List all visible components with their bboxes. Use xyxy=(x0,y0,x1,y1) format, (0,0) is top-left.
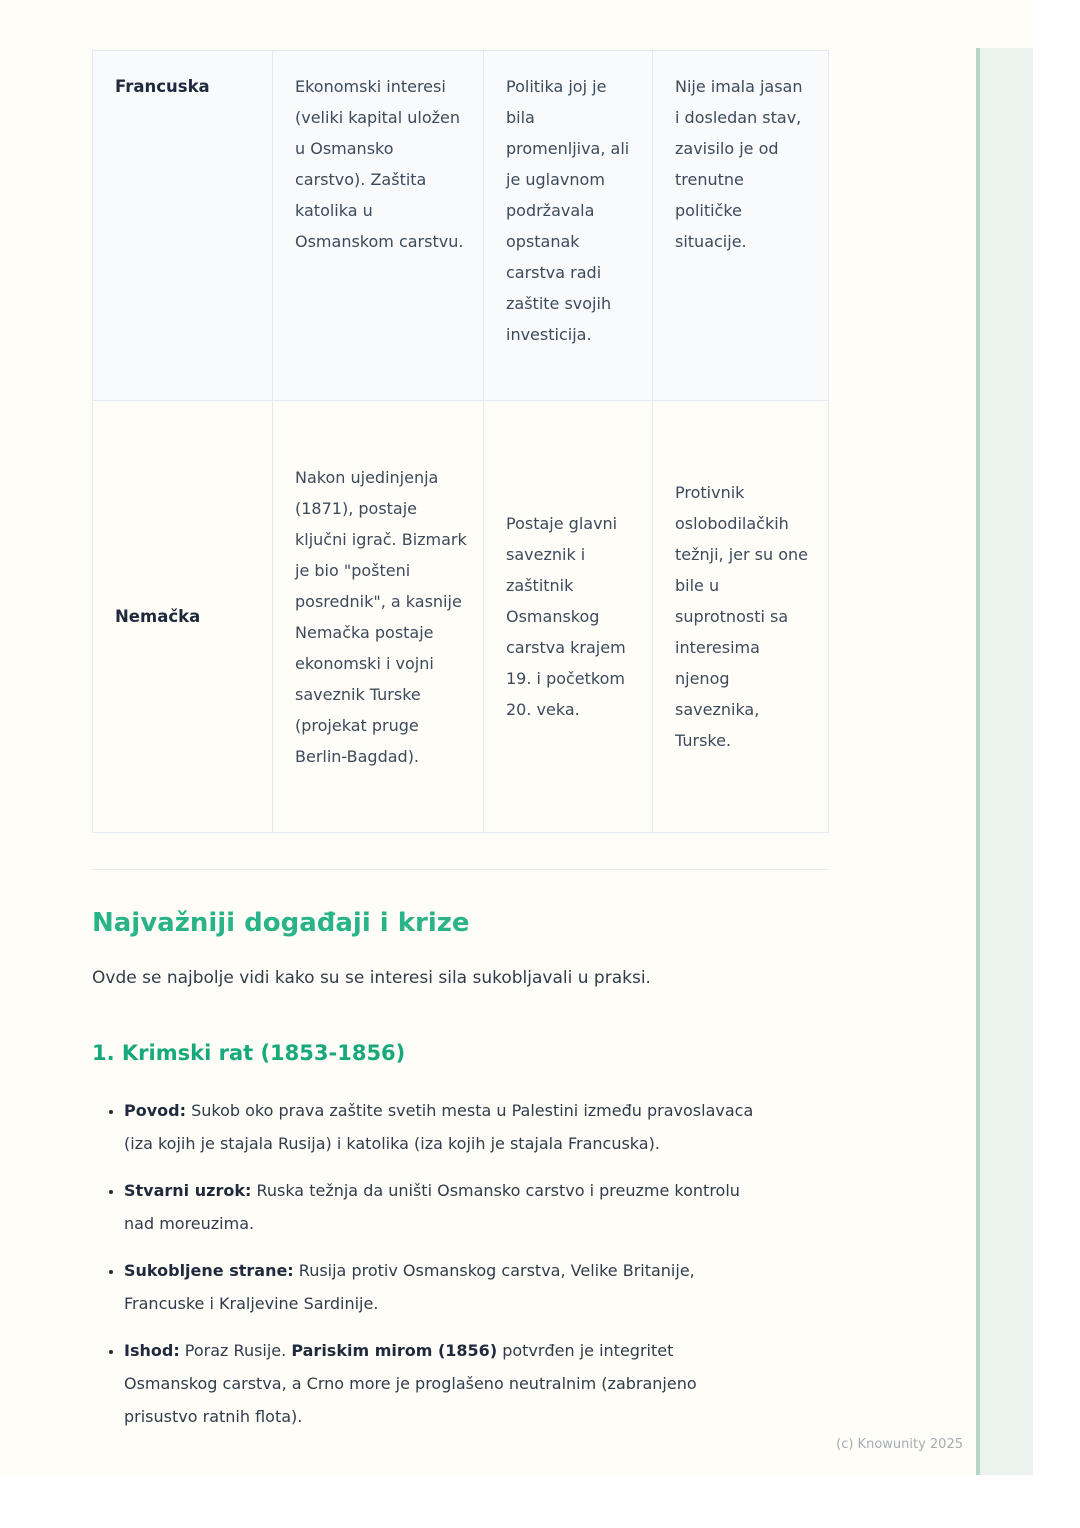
subsection-heading: 1. Krimski rat (1853-1856) xyxy=(92,1041,406,1065)
country-cell: Nemačka xyxy=(93,401,273,833)
right-accent-stripe xyxy=(976,48,1033,1475)
section-intro: Ovde se najbolje vidi kako su se interesi sila sukobljavali u praksi. xyxy=(92,968,651,988)
list-item-text: potvrđen je integritet Osmanskog carstva, a Crno more je proglašeno neutralnim (zabranjeno prisustvo ratnih flota). xyxy=(124,1341,697,1426)
list-item-text: Rusija protiv Osmanskog carstva, Velike Britanije, Francuske i Kraljevine Sardinije. xyxy=(124,1261,695,1313)
country-cell: Francuska xyxy=(93,51,273,401)
table-cell: Postaje glavni saveznik i zaštitnik Osmanskog carstva krajem 19. i početkom 20. veka. xyxy=(484,401,653,833)
list-item-lead: Povod: xyxy=(124,1101,186,1120)
list-item xyxy=(124,1254,764,1320)
table-cell: Nije imala jasan i dosledan stav, zavisilo je od trenutne političke situacije. xyxy=(653,51,829,401)
crimean-war-list xyxy=(92,1094,764,1433)
list-item-lead: Stvarni uzrok: xyxy=(124,1181,252,1200)
table-row xyxy=(93,401,829,833)
table-cell: Nakon ujedinjenja (1871), postaje ključni igrač. Bizmark je bio "pošteni posrednik", a kasnije Nemačka postaje ekonomski i vojni saveznik Turske (projekat pruge Berlin-Bagdad). xyxy=(273,401,484,833)
table-cell: Ekonomski interesi (veliki kapital uložen u Osmansko carstvo). Zaštita katolika u Osmanskom carstvu. xyxy=(273,51,484,401)
list-item xyxy=(124,1334,764,1433)
section-divider xyxy=(92,869,828,870)
copyright-note: (c) Knowunity 2025 xyxy=(836,1437,963,1452)
list-item xyxy=(124,1094,764,1160)
table-cell: Protivnik oslobodilačkih težnji, jer su one bile u suprotnosti sa interesima njenog saveznika, Turske. xyxy=(653,401,829,833)
list-item-text: Poraz Rusije. xyxy=(179,1341,292,1360)
page-content xyxy=(92,0,828,1447)
table-row xyxy=(93,51,829,401)
list-item-text: Sukob oko prava zaštite svetih mesta u Palestini između pravoslavaca (iza kojih je stajala Rusija) i katolika (iza kojih je stajala Francuska). xyxy=(124,1101,754,1153)
section-heading: Najvažniji događaji i krize xyxy=(92,908,470,938)
list-item xyxy=(124,1174,764,1240)
list-item-lead: Ishod: xyxy=(124,1341,180,1360)
list-item-lead: Pariskim mirom (1856) xyxy=(291,1341,498,1360)
list-item-lead: Sukobljene strane: xyxy=(124,1261,294,1280)
great-powers-table xyxy=(92,50,829,833)
list-item-text: Ruska težnja da uništi Osmansko carstvo i preuzme kontrolu nad moreuzima. xyxy=(124,1181,740,1233)
table-cell: Politika joj je bila promenljiva, ali je uglavnom podržavala opstanak carstva radi zaštite svojih investicija. xyxy=(484,51,653,401)
